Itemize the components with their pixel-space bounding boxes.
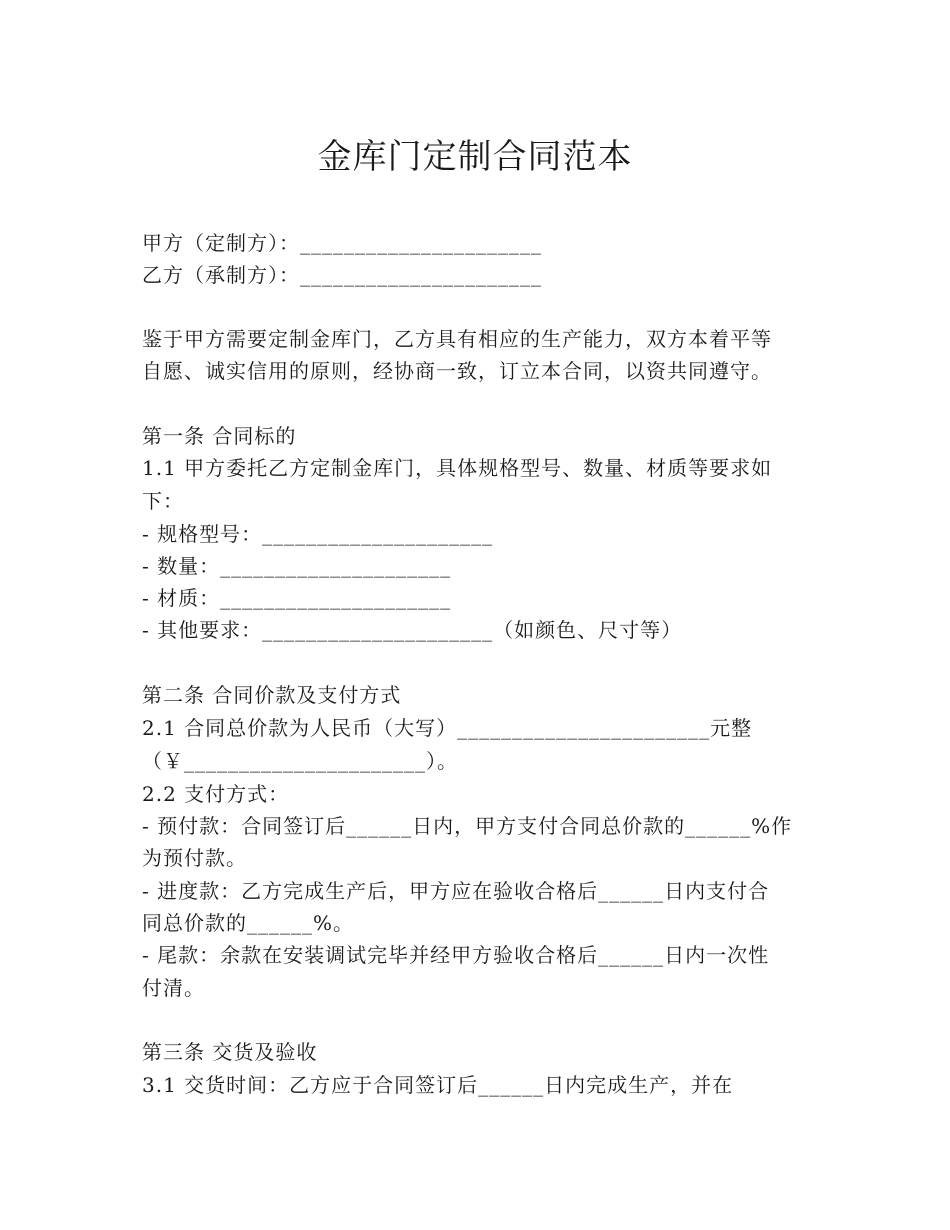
article-2-line: 2.1 合同总价款为人民币（大写）_______________________元整 — [142, 716, 753, 740]
article-2-line: - 预付款：合同签订后______日内，甲方支付合同总价款的______%作 — [142, 814, 793, 838]
article-1-line: - 数量：_____________________ — [142, 554, 452, 578]
article-2-line: - 尾款：余款在安装调试完毕并经甲方验收合格后______日内一次性 — [142, 943, 770, 967]
article-1-line: - 其他要求：_____________________（如颜色、尺寸等） — [142, 618, 683, 642]
article-2-line: - 进度款：乙方完成生产后，甲方应在验收合格后______日内支付合 — [142, 879, 770, 903]
article-1-line: - 规格型号：_____________________ — [142, 522, 494, 546]
party-a-line: 甲方（定制方）：______________________ — [142, 231, 542, 255]
article-3-line: 3.1 交货时间：乙方应于合同签订后______日内完成生产，并在 — [142, 1073, 734, 1097]
article-1-line: - 材质：_____________________ — [142, 586, 452, 610]
article-2-heading: 第二条 合同价款及支付方式 — [142, 683, 402, 707]
article-2-line: 付清。 — [142, 976, 205, 1000]
article-1-line: 下： — [142, 489, 184, 513]
article-2-line: 同总价款的______%。 — [142, 911, 355, 935]
preamble-line: 自愿、诚实信用的原则，经协商一致，订立本合同，以资共同遵守。 — [142, 359, 772, 383]
party-b-line: 乙方（承制方）：______________________ — [142, 263, 542, 287]
preamble-line: 鉴于甲方需要定制金库门，乙方具有相应的生产能力，双方本着平等 — [142, 327, 772, 351]
article-2-line: 2.2 支付方式： — [142, 782, 290, 806]
article-1-line: 1.1 甲方委托乙方定制金库门，具体规格型号、数量、材质等要求如 — [142, 456, 773, 480]
document-title: 金库门定制合同范本 — [317, 137, 633, 177]
article-2-line: 为预付款。 — [142, 846, 247, 870]
article-3-heading: 第三条 交货及验收 — [142, 1040, 318, 1064]
article-1-heading: 第一条 合同标的 — [142, 424, 297, 448]
article-2-line: （￥______________________）。 — [142, 749, 458, 773]
